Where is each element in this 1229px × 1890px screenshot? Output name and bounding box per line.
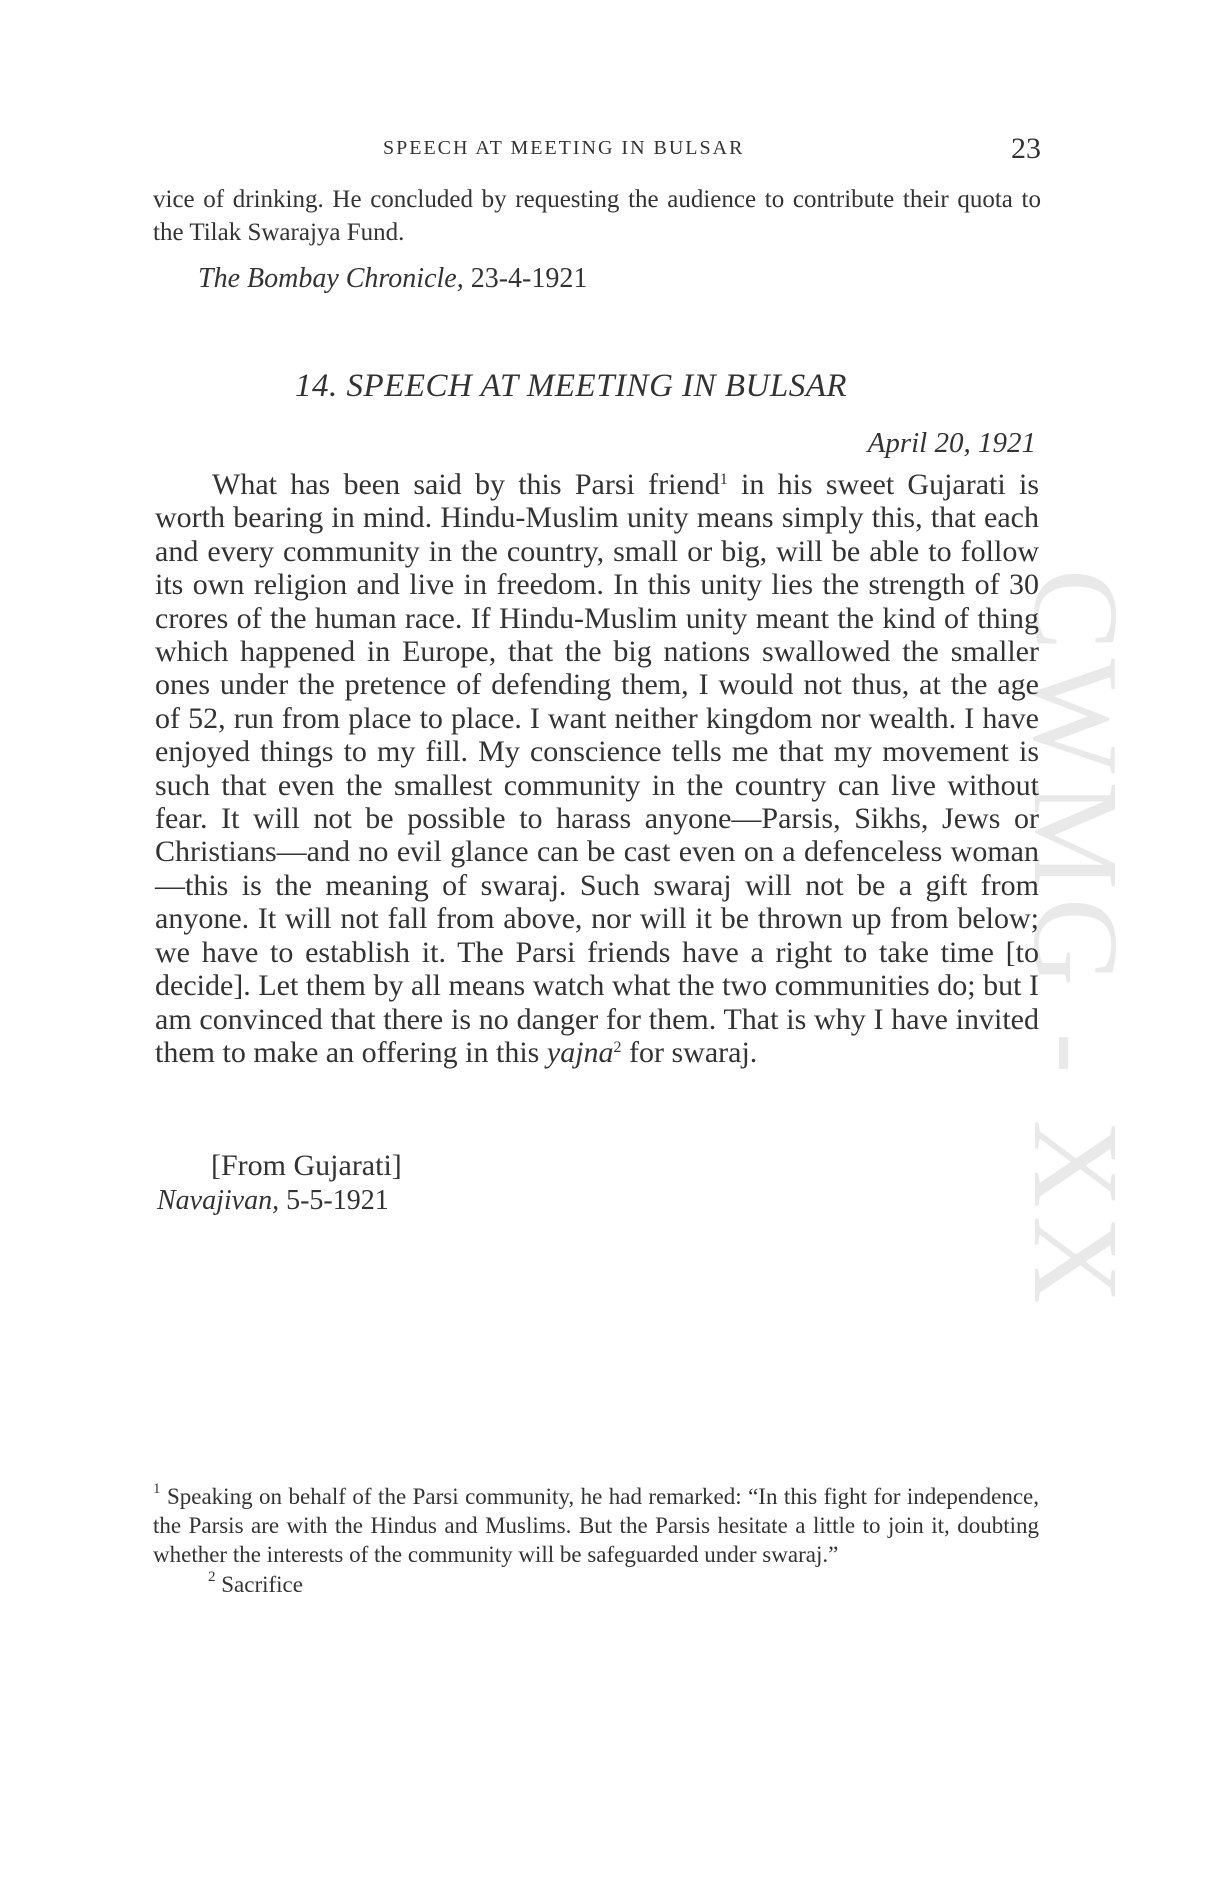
article-date: April 20, 1921: [867, 427, 1036, 459]
continued-paragraph: vice of drinking. He concluded by requesting the audience to contribute their quota to the Tilak Swarajya Fund.: [153, 186, 1041, 246]
article-text-part-3: for swaraj.: [621, 1035, 758, 1069]
top-citation-source: The Bombay Chronicle,: [198, 263, 464, 294]
footnotes: [153, 1482, 1039, 1599]
italic-term-yajna: yajna: [546, 1035, 614, 1069]
footnote-ref-2: 2: [613, 1038, 622, 1056]
article-heading: 14. SPEECH AT MEETING IN BULSAR: [295, 368, 848, 404]
top-citation: [198, 263, 587, 295]
footnote-text-1: Speaking on behalf of the Parsi community, he had remarked: “In this fight for independence, the Parsis are with the Hindus and Muslims. But the Parsis hesitate a little to join it, doubting whether the interests of the community will be safeguarded under swaraj.”: [153, 1484, 1040, 1567]
bottom-citation-date: 5-5-1921: [286, 1185, 389, 1216]
page-number: 23: [1011, 132, 1041, 165]
footnote-number-1: 1: [153, 1481, 161, 1497]
top-citation-date: 23-4-1921: [470, 263, 588, 294]
watermark: CWMG - XX: [1008, 568, 1143, 1312]
footnote-text-2: Sacrifice: [221, 1572, 303, 1597]
bottom-citation-source: Navajivan,: [157, 1185, 280, 1216]
running-head: SPEECH AT MEETING IN BULSAR: [383, 137, 745, 159]
footnote-1: [153, 1482, 1039, 1569]
footnote-number-2: 2: [208, 1569, 216, 1585]
article-text-part-1: What has been said by this Parsi friend: [212, 468, 720, 501]
from-line: [From Gujarati]: [211, 1149, 402, 1182]
article-text-part-2: in his sweet Gujarati is worth bearing in mind. Hindu-Muslim unity means simply this, that each and every community in the country, small or big, will be able to follow its own religion and live in freedom. In this unity lies the strength of 30 crores of the human race. If Hindu-Muslim unity meant the kind of thing which happened in Europe, that the big nations swallowed the smaller ones under the pretence of defending them, I would not thus, at the age of 52, run from place to place. I want neither kingdom nor wealth. I have enjoyed things to my fill. My conscience tells me that my movement is such that even the smallest community in the country can live without fear. It will not be possible to harass anyone—Parsis, Sikhs, Jews or Christians—and no evil glance can be cast even on a defenceless woman—this is the meaning of swaraj. Such swaraj will not be a gift from anyone. It will not fall from above, nor will it be thrown up from below; we have to establish it. The Parsi friends have a right to take time [to decide]. Let them by all means watch what the two communities do; but I am convinced that there is no danger for them. That is why I have invited them to make an offering in this: [155, 468, 1040, 1069]
article-body: [155, 468, 1039, 1069]
footnote-2: [208, 1570, 1039, 1599]
bottom-citation: [157, 1185, 389, 1217]
footnote-ref-1: 1: [719, 471, 728, 488]
